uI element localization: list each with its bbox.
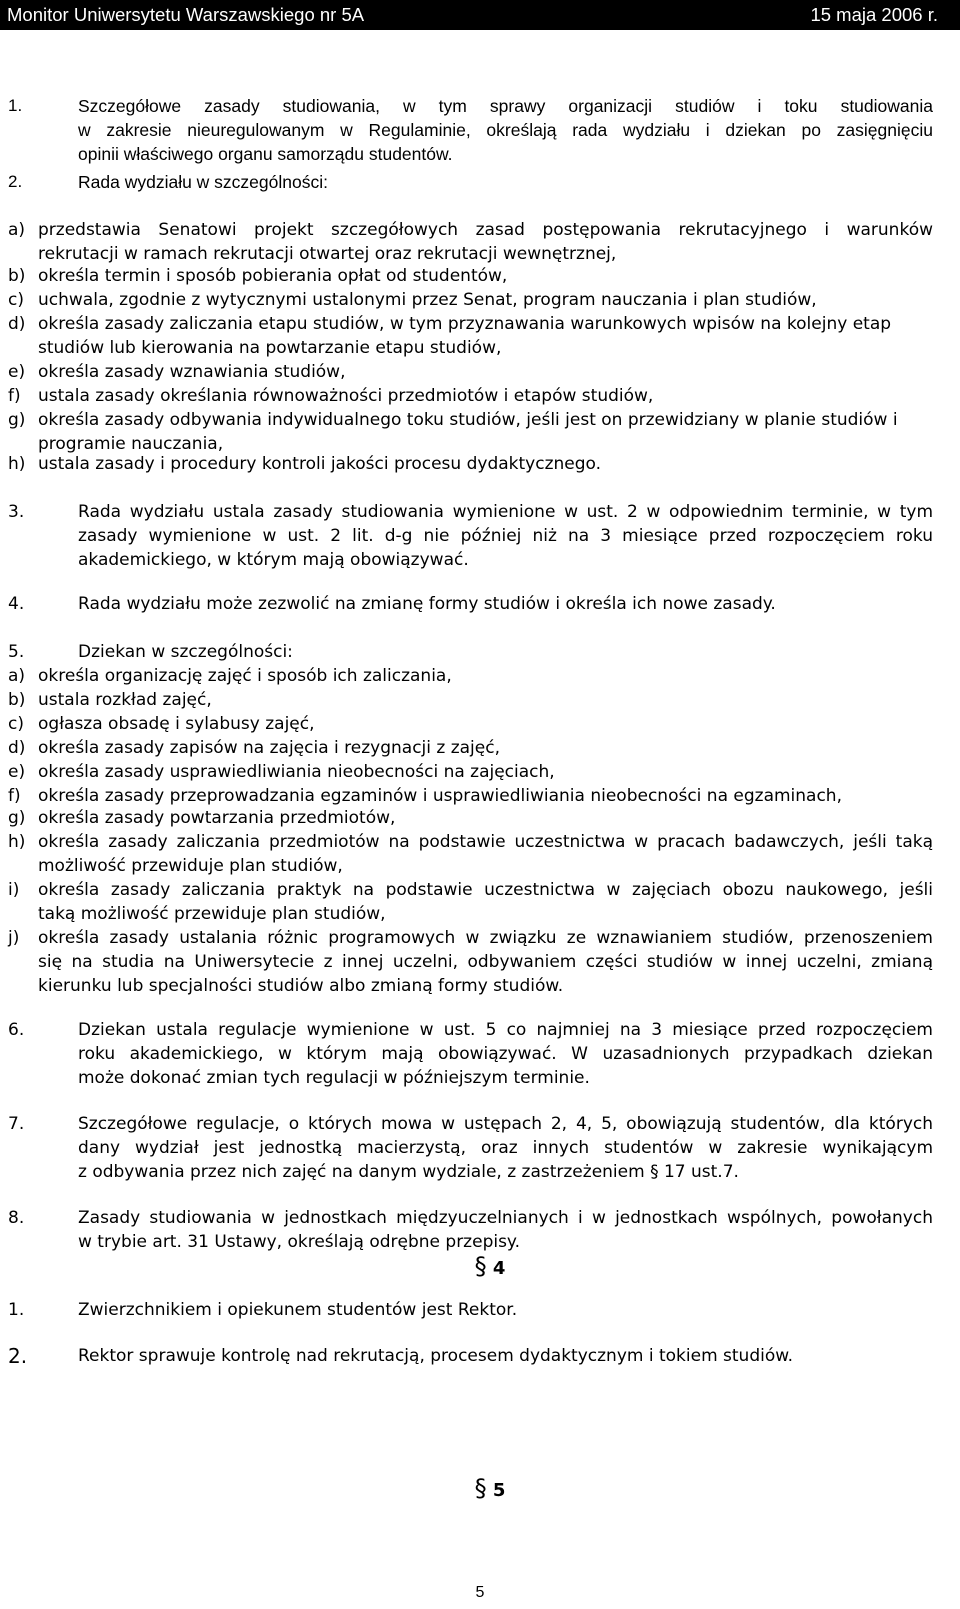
item-label: 5.: [8, 642, 25, 662]
item-text-line: zasady wymienione w ust. 2 lit. d-g nie później niż na 3 miesiące przed rozpoczęciem roku: [78, 526, 933, 546]
item-label: h): [8, 454, 26, 474]
item-text-line: akademickiego, w którym mają obowiązywać.: [78, 550, 469, 570]
item-label: d): [8, 738, 26, 758]
item-label: j): [8, 928, 20, 948]
item-text-line: roku akademickiego, w którym mają obowiązywać. W uzasadnionych przypadkach dziekan: [78, 1044, 933, 1064]
item-text-line: Zasady studiowania w jednostkach międzyuczelnianych i w jednostkach wspólnych, powołanych: [78, 1208, 933, 1228]
item-text-line: określa zasady przeprowadzania egzaminów i usprawiedliwiania nieobecności na egzaminach,: [38, 786, 842, 806]
item-text-line: studiów lub kierowania na powtarzanie etapu studiów,: [38, 338, 502, 358]
item-text-line: dany wydział jest jednostką macierzystą, oraz innych studentów w zakresie wynikającym: [78, 1138, 933, 1158]
item-text-line: określa zasady usprawiedliwiania nieobecności na zajęciach,: [38, 762, 555, 782]
item-text-line: ustala zasady określania równoważności przedmiotów i etapów studiów,: [38, 386, 654, 406]
item-text-line: określa zasady zaliczania praktyk na podstawie uczestnictwa w zajęciach obozu naukowego, jeśli: [38, 880, 933, 900]
item-label: i): [8, 880, 20, 900]
publication-title: Monitor Uniwersytetu Warszawskiego nr 5A: [7, 4, 365, 25]
item-text-line: Rada wydziału w szczególności:: [78, 172, 328, 192]
item-text-line: przedstawia Senatowi projekt szczegółowych zasad postępowania rekrutacyjnego i warunków: [38, 220, 933, 240]
item-text-line: Dziekan w szczególności:: [78, 642, 293, 662]
item-text-line: kierunku lub specjalności studiów albo zmianą formy studiów.: [38, 976, 564, 996]
item-text-line: określa zasady ustalania różnic programowych w związku ze wznawianiem studiów, przenoszeniem: [38, 928, 933, 948]
item-text-line: Szczegółowe regulacje, o których mowa w ustępach 2, 4, 5, obowiązują studentów, dla których: [78, 1114, 933, 1134]
item-label: h): [8, 832, 26, 852]
page-number: 5: [475, 1584, 485, 1601]
item-label: g): [8, 808, 26, 828]
item-label: 1.: [8, 1300, 25, 1320]
item-text-line: określa zasady zapisów na zajęcia i rezygnacji z zajęć,: [38, 738, 500, 758]
item-label: e): [8, 362, 26, 382]
item-label: 2.: [8, 172, 23, 191]
item-text-line: określa organizację zajęć i sposób ich zaliczania,: [38, 666, 452, 686]
item-text-line: uchwala, zgodnie z wytycznymi ustalonymi przez Senat, program nauczania i plan studiów,: [38, 290, 817, 310]
item-text-line: ustala zasady i procedury kontroli jakości procesu dydaktycznego.: [38, 454, 602, 474]
item-label: b): [8, 266, 26, 286]
item-text-line: ustala rozkład zajęć,: [38, 690, 212, 710]
item-label: 6.: [8, 1020, 25, 1040]
item-label: e): [8, 762, 26, 782]
section-heading-5: § 5: [474, 1474, 506, 1502]
item-label: f): [8, 786, 21, 806]
item-label: d): [8, 314, 26, 334]
item-label: 7.: [8, 1114, 25, 1134]
item-text-line: określa zasady zaliczania etapu studiów, w tym przyznawania warunkowych wpisów na kolejny etap: [38, 314, 892, 334]
item-text-line: opinii właściwego organu samorządu studentów.: [78, 144, 453, 164]
item-label: c): [8, 290, 24, 310]
item-text-line: Rada wydziału może zezwolić na zmianę formy studiów i określa ich nowe zasady.: [78, 594, 776, 614]
item-text-line: określa zasady odbywania indywidualnego toku studiów, jeśli jest on przewidziany w planie studiów i: [38, 410, 898, 430]
item-label: 4.: [8, 594, 25, 614]
item-label: 8.: [8, 1208, 25, 1228]
item-text-line: ogłasza obsadę i sylabusy zajęć,: [38, 714, 315, 734]
item-label: g): [8, 410, 26, 430]
item-text-line: Rada wydziału ustala zasady studiowania wymienione w ust. 2 w odpowiednim terminie, w tym: [78, 502, 933, 522]
item-text-line: Szczegółowe zasady studiowania, w tym sprawy organizacji studiów i toku studiowania: [78, 96, 933, 116]
publication-date: 15 maja 2006 r.: [810, 4, 938, 25]
item-label: b): [8, 690, 26, 710]
item-label: 1.: [8, 96, 23, 115]
item-text-line: rekrutacji w ramach rekrutacji otwartej oraz rekrutacji wewnętrznej,: [38, 244, 617, 264]
item-text-line: się na studia na Uniwersytecie z innej uczelni, odbywaniem części studiów w innej uczelni, zmianą: [38, 952, 933, 972]
item-label: c): [8, 714, 24, 734]
item-label: a): [8, 220, 26, 240]
item-text-line: taką możliwość przewiduje plan studiów,: [38, 904, 386, 924]
item-label: 2.: [8, 1344, 28, 1368]
item-text-line: w zakresie nieuregulowanym w Regulaminie, określają rada wydziału i dziekan po zasięgnięciu: [78, 120, 933, 140]
item-label: a): [8, 666, 26, 686]
section-heading-4: § 4: [474, 1252, 506, 1280]
item-text-line: w trybie art. 31 Ustawy, określają odrębne przepisy.: [78, 1232, 520, 1252]
item-text-line: z odbywania przez nich zajęć na danym wydziale, z zastrzeżeniem § 17 ust.7.: [78, 1162, 739, 1182]
item-text-line: możliwość przewiduje plan studiów,: [38, 856, 343, 876]
item-text-line: Zwierzchnikiem i opiekunem studentów jest Rektor.: [78, 1300, 518, 1320]
item-text-line: programie nauczania,: [38, 434, 224, 454]
item-label: f): [8, 386, 21, 406]
item-text-line: określa zasady powtarzania przedmiotów,: [38, 808, 396, 828]
item-label: 3.: [8, 502, 25, 522]
item-text-line: może dokonać zmian tych regulacji w późniejszym terminie.: [78, 1068, 590, 1088]
item-text-line: określa zasady wznawiania studiów,: [38, 362, 346, 382]
item-text-line: określa zasady zaliczania przedmiotów na podstawie uczestnictwa w pracach badawczych, jeśli taką: [38, 832, 933, 852]
item-text-line: Rektor sprawuje kontrolę nad rekrutacją, procesem dydaktycznym i tokiem studiów.: [78, 1346, 793, 1366]
item-text-line: określa termin i sposób pobierania opłat od studentów,: [38, 266, 508, 286]
item-text-line: Dziekan ustala regulacje wymienione w ust. 5 co najmniej na 3 miesiące przed rozpoczęciem: [78, 1020, 933, 1040]
